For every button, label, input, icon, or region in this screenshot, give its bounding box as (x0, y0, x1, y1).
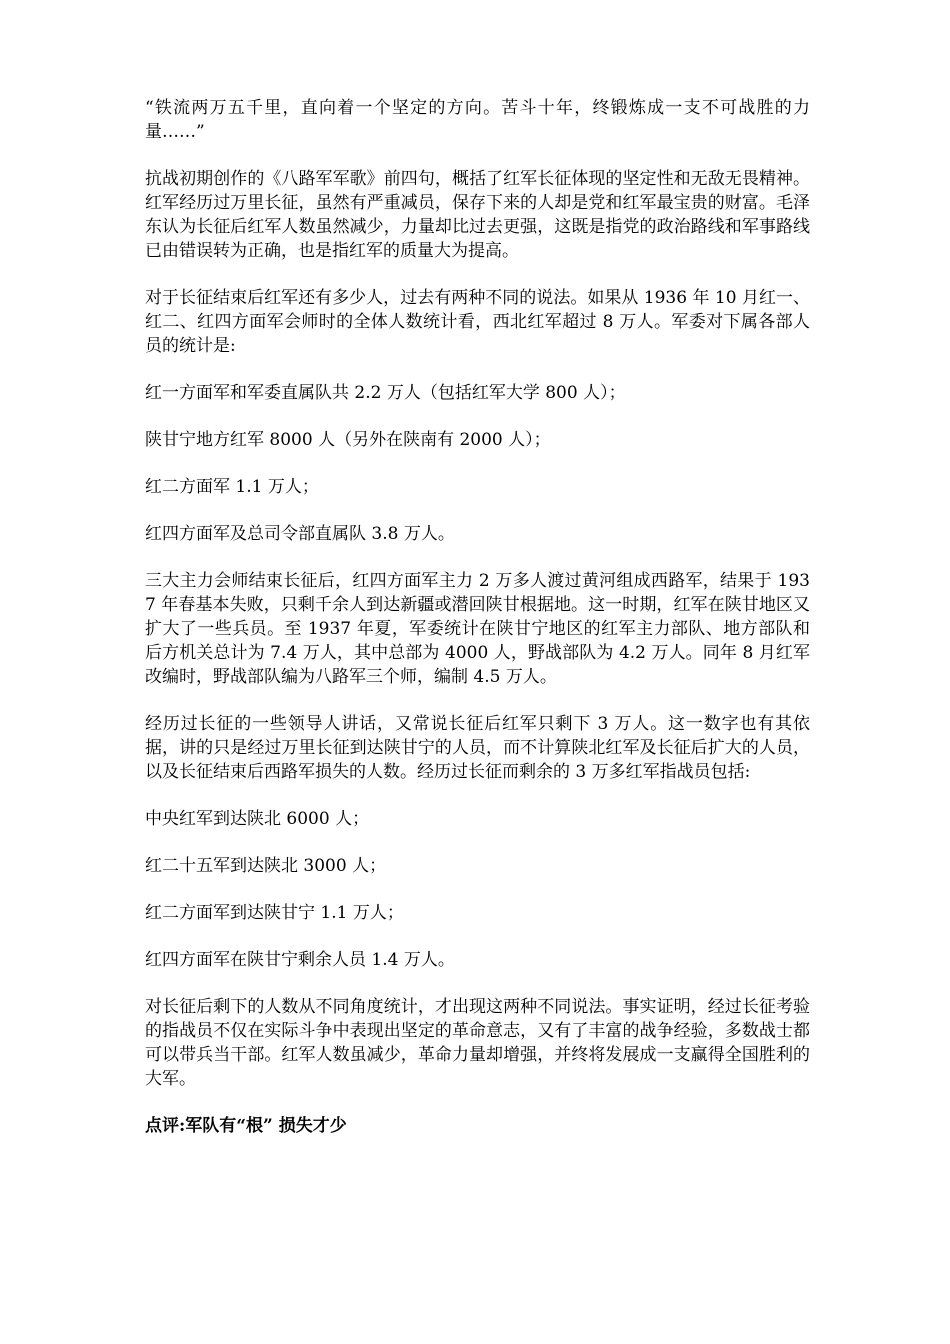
list-item: 红二十五军到达陕北 3000 人； (145, 856, 387, 876)
list-item: 红二方面军到达陕甘宁 1.1 万人； (145, 903, 404, 923)
list-item: 红四方面军在陕甘宁剩余人员 1.4 万人。 (145, 950, 455, 970)
document-page (145, 96, 810, 1138)
list-item: 中央红军到达陕北 6000 人； (145, 809, 370, 829)
paragraph-quote: “铁流两万五千里，直向着一个坚定的方向。苦斗十年，终锻炼成一支不可战胜的力量……” (145, 98, 810, 142)
paragraph-west-route-army: 三大主力会师结束长征后，红四方面军主力 2 万多人渡过黄河组成西路军，结果于 1937 年春基本失败，只剩千余人到达新疆或潜回陕甘根据地。这一时期，红军在陕甘地区又扩大了一些兵员。至 1937 年夏，军委统计在陕甘宁地区的红军主力部队、地方部队和后方机关总计为 7.4 万人，其中总部为 4000 人，野战部队为 4.2 万人。同年 8 月红军改编时，野战部队编为八路军三个师，编制 4.5 万人。 (145, 571, 810, 687)
section-heading: 点评:军队有“根” 损失才少 (145, 1116, 347, 1136)
list-item: 陕甘宁地方红军 8000 人（另外在陕南有 2000 人）； (145, 430, 551, 450)
paragraph-two-views: 对于长征结束后红军还有多少人，过去有两种不同的说法。如果从 1936 年 10 月红一、红二、红四方面军会师时的全体人数统计看，西北红军超过 8 万人。军委对下属各部人员的统计是: (145, 288, 810, 356)
list-item: 红一方面军和军委直属队共 2.2 万人（包括红军大学 800 人）； (145, 383, 626, 403)
list-item: 红二方面军 1.1 万人； (145, 477, 319, 497)
list-item: 红四方面军及总司令部直属队 3.8 万人。 (145, 524, 455, 544)
paragraph-conclusion: 对长征后剩下的人数从不同角度统计，才出现这两种不同说法。事实证明，经过长征考验的指战员不仅在实际斗争中表现出坚定的革命意志，又有了丰富的战争经验，多数战士都可以带兵当干部。红军人数虽减少，革命力量却增强，并终将发展成一支赢得全国胜利的大军。 (145, 997, 810, 1089)
paragraph-intro: 抗战初期创作的《八路军军歌》前四句，概括了红军长征体现的坚定性和无敌无畏精神。红军经历过万里长征，虽然有严重减员，保存下来的人却是党和红军最宝贵的财富。毛泽东认为长征后红军人数虽然减少，力量却比过去更强，这既是指党的政治路线和军事路线已由错误转为正确，也是指红军的质量大为提高。 (145, 169, 810, 261)
paragraph-thirty-thousand: 经历过长征的一些领导人讲话，又常说长征后红军只剩下 3 万人。这一数字也有其依据，讲的只是经过万里长征到达陕甘宁的人员，而不计算陕北红军及长征后扩大的人员，以及长征结束后西路军损失的人数。经历过长征而剩余的 3 万多红军指战员包括: (145, 714, 810, 782)
